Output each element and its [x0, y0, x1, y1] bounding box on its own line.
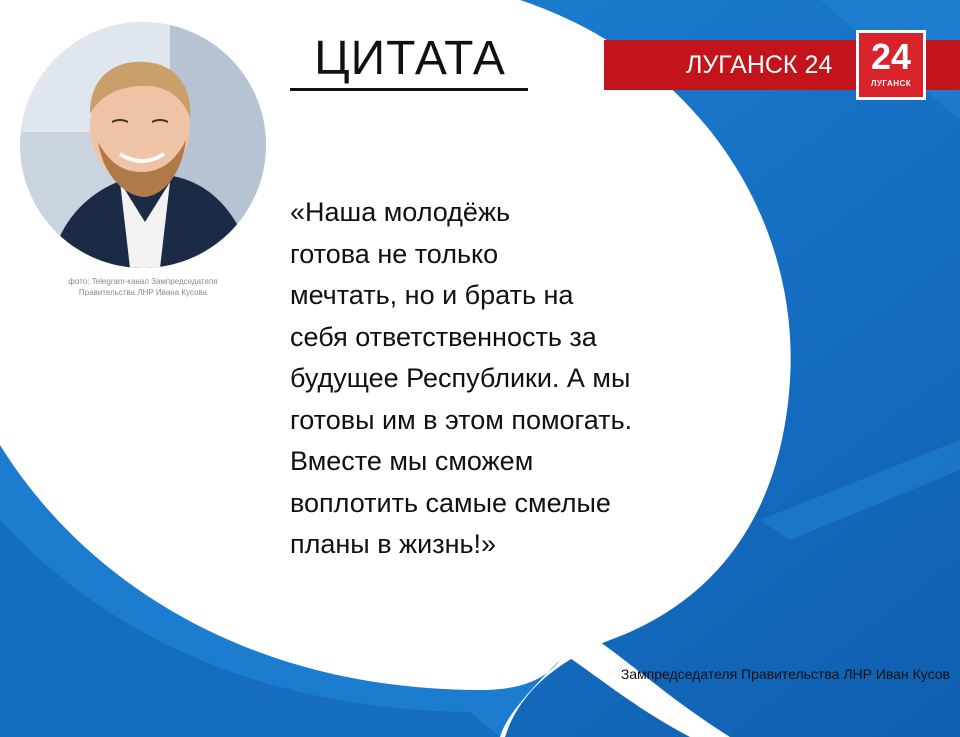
quote-line: готовы им в этом помогать. [290, 404, 633, 435]
quote-line: мечтать, но и брать на [290, 280, 574, 310]
lugansk24-logo [856, 30, 926, 100]
quote-line: себя ответственность за [290, 321, 597, 352]
quote-line: воплотить самые смелые [290, 487, 611, 518]
quote-title: ЦИТАТА [314, 32, 506, 85]
quote-text [290, 192, 730, 566]
photo-caption [40, 276, 246, 298]
quote-line: будущее Республики. А мы [290, 363, 631, 393]
quote-line: готова не только [290, 238, 499, 269]
title-underline [290, 88, 528, 91]
photo-caption-line2: Правительства ЛНР Ивана Кусова [78, 288, 208, 297]
speaker-attribution: Зампредседателя Правительства ЛНР Иван Кусов [620, 666, 950, 682]
speaker-photo [20, 22, 266, 268]
quote-line: Вместе мы сможем [290, 446, 534, 476]
quote-line: планы в жизнь!» [290, 529, 497, 559]
brand-name: ЛУГАНСК 24 [686, 51, 833, 79]
photo-caption-line1: фото: Telegram-канал Зампредседателя [68, 277, 218, 286]
logo-subtitle: ЛУГАНСК [870, 79, 912, 88]
quote-line: «Наша молодёжь [290, 197, 511, 227]
logo-number: 24 [870, 36, 912, 77]
